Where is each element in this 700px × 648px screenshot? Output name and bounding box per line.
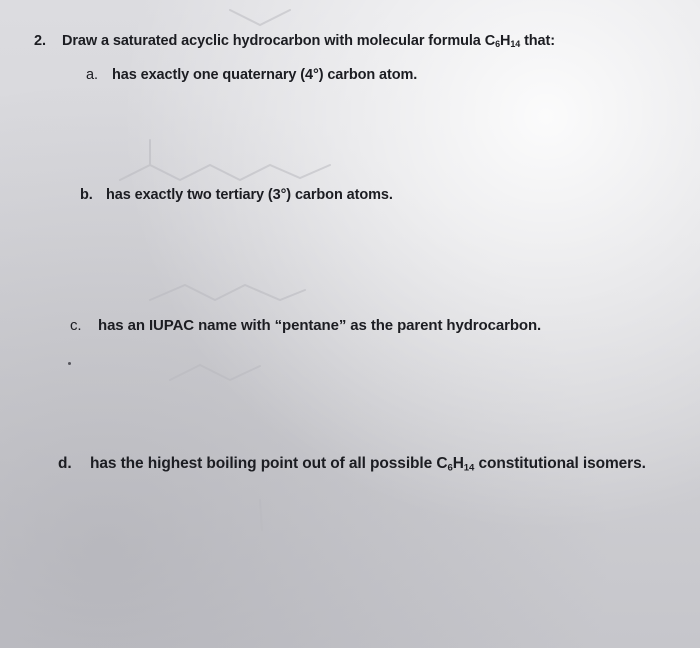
part-text-end: constitutional isomers. [474, 455, 646, 472]
part-d [58, 455, 646, 473]
part-label: d. [58, 455, 72, 472]
part-a [86, 67, 417, 83]
part-text: has an IUPAC name with “pentane” as the parent hydrocarbon. [98, 317, 542, 334]
part-text: has exactly one quaternary (4°) carbon atom. [112, 67, 418, 83]
prompt-text-start: Draw a saturated acyclic hydrocarbon with molecular formula [62, 33, 485, 49]
part-c [70, 317, 541, 334]
molecular-formula: $C_6H_{14}$ [484, 33, 521, 50]
part-b [80, 187, 393, 203]
part-text-start: has the highest boiling point out of all possible [90, 455, 437, 472]
question-number: 2. [34, 33, 46, 49]
question-prompt [34, 33, 555, 49]
part-label: c. [70, 317, 82, 334]
part-label: b. [80, 187, 93, 203]
prompt-text-end: that: [520, 33, 555, 49]
molecular-formula: $C_6H_{14}$ [436, 455, 475, 474]
paper-speck [68, 362, 71, 365]
part-label: a. [86, 67, 98, 83]
part-text: has exactly two tertiary (3°) carbon atoms. [106, 187, 393, 203]
